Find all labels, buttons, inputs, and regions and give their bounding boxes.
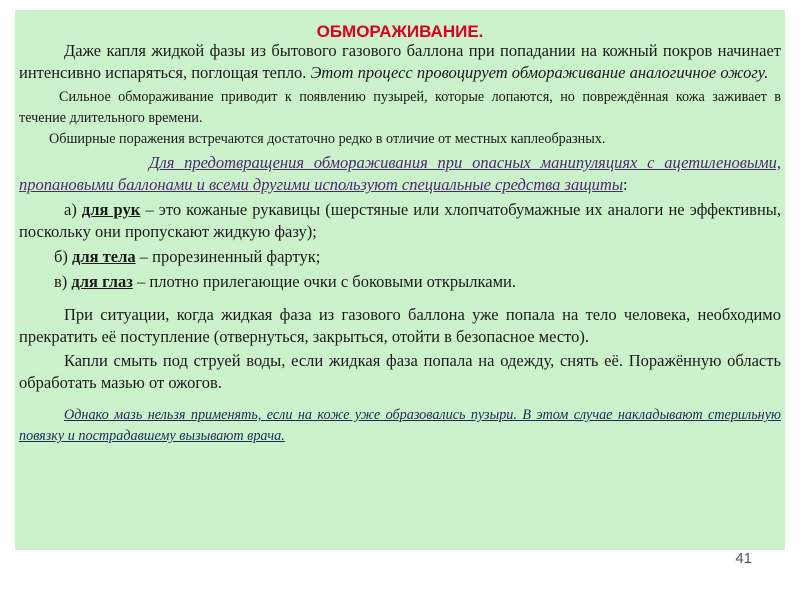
slide-body: [19, 40, 781, 447]
paragraph-protection: [19, 152, 781, 196]
paragraph-wash: Капли смыть под струей воды, если жидкая фаза попала на одежду, снять её. Поражённую область обработать мазью от ожогов.: [19, 351, 781, 392]
list-item-text: – это кожаные рукавицы (шерстяные или хлопчатобумажные их аналоги не эффективны, поскольку они пропускают жидкую фазу);: [19, 200, 781, 241]
paragraph-severe-frostbite: Сильное обмораживание приводит к появлению пузырей, которые лопаются, но повреждённая кожа заживает в течение длительного времени.: [19, 89, 781, 126]
paragraph-warning: [19, 405, 781, 447]
list-item-label: для глаз: [71, 272, 133, 291]
paragraph-intro: [19, 40, 781, 84]
protection-intro-text: Для предотвращения обмораживания при опасных манипуляциях с ацетиленовыми, пропановыми баллонами и всеми другими используют специальные средства защиты: [19, 153, 781, 194]
intro-text: Даже капля жидкой фазы из бытового газового баллона при попадании на кожный покров начинает интенсивно испаряться, поглощая тепло.: [19, 41, 781, 82]
list-item-text: – плотно прилегающие очки с боковыми открылками.: [132, 272, 516, 291]
slide-panel: [15, 10, 785, 550]
paragraph-extensive-damage: Обширные поражения встречаются достаточно редко в отличие от местных каплеобразных.: [49, 131, 606, 147]
intro-italic-text: Этот процесс провоцирует обмораживание аналогичное ожогу.: [310, 63, 769, 82]
list-item-body: [19, 246, 781, 268]
list-item-hands: [19, 199, 781, 243]
list-item-prefix: в): [54, 272, 72, 291]
list-item-eyes: [19, 271, 781, 293]
list-item-prefix: б): [54, 247, 73, 266]
list-item-prefix: а): [64, 200, 82, 219]
page-number: 41: [735, 550, 752, 567]
list-item-label: для тела: [72, 247, 136, 266]
warning-text: Однако мазь нельзя применять, если на коже уже образовались пузыри. В этом случае накладывают стерильную повязку и пострадавшему вызывают врача.: [19, 407, 781, 444]
slide-title: ОБМОРАЖИВАНИЕ.: [316, 22, 484, 41]
paragraph-first-aid: При ситуации, когда жидкая фаза из газового баллона уже попала на тело человека, необходимо прекратить её поступление (отвернуться, закрыться, отойти в безопасное место).: [19, 305, 781, 346]
list-item-label: для рук: [81, 200, 141, 219]
list-item-text: – прорезиненный фартук;: [135, 247, 321, 266]
protection-colon: :: [623, 175, 628, 194]
